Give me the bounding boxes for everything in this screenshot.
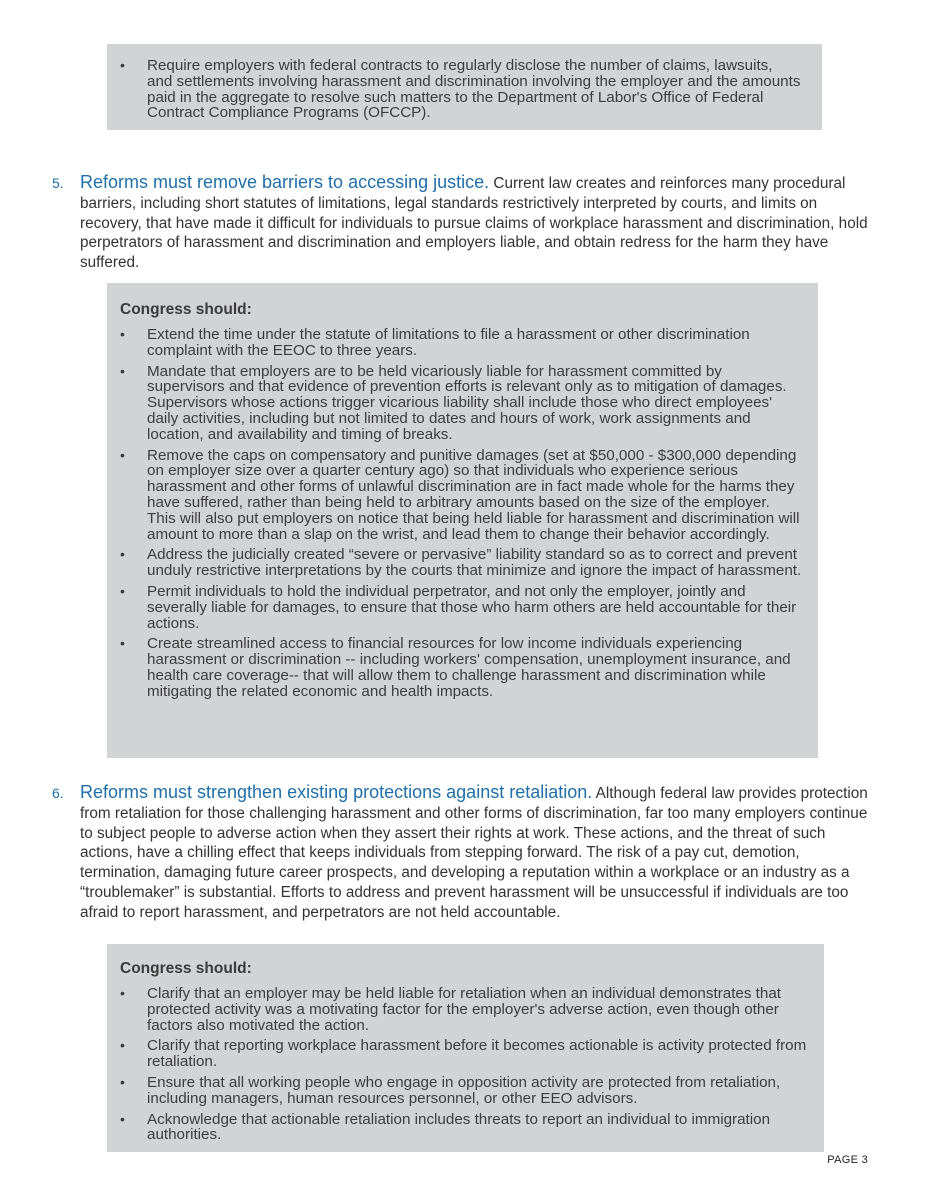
bullet-icon: • [120, 985, 125, 1001]
box-title: Congress should: [120, 960, 252, 977]
bullet-icon: • [120, 582, 125, 599]
bullet-icon: • [120, 57, 125, 73]
bullet-icon: • [120, 326, 125, 342]
bullet-icon: • [120, 1037, 125, 1054]
section-body: Current law creates and reinforces many procedural barriers, including short statutes of limitations, legal standards restrictively interpreted by courts, and limits on recovery, that have made it difficult for individuals to pursue claims of workplace harassment and discrimination, hold perpetrators of harassment and discrimination and employers liable, and obtain redress for the harm they have suffered. [80, 175, 868, 272]
recommendation-box-retaliation [107, 944, 824, 1152]
bullet-icon: • [120, 635, 125, 652]
list-item: • Permit individuals to hold the individual perpetrator, and not only the employer, jointly and severally liable for damages, to ensure that those who harm others are held accountable for their actions. [120, 582, 797, 632]
list-item: • Address the judicially created “severe or pervasive” liability standard so as to correct and prevent unduly restrictive interpretations by the courts that minimize and ignore the impact of harassment. [120, 546, 802, 580]
list-item: • Extend the time under the statute of limitations to file a harassment or other discrimination complaint with the EEOC to three years. [120, 326, 750, 359]
bullet-icon: • [120, 1110, 125, 1127]
bullet-icon: • [120, 546, 125, 563]
list-item: • Require employers with federal contracts to regularly disclose the number of claims, lawsuits, and settlements involving harassment and discrimination involving the employer and the amounts paid in the aggregate to resolve such matters to the Department of Labor's Office of Federal Contract Compliance Programs (OFCCP). [120, 57, 801, 122]
list-item: • Clarify that reporting workplace harassment before it becomes actionable is activity protected from retaliation. [120, 1037, 807, 1071]
section-number: 5. [52, 175, 64, 191]
recommendation-box-ofccp [107, 44, 822, 130]
list-item: • Acknowledge that actionable retaliation includes threats to report an individual to immigration authorities. [120, 1110, 771, 1144]
list-item: • Remove the caps on compensatory and punitive damages (set at $50,000 - $300,000 depending on employer size over a quarter century ago) so that individuals who experience serious harassment and other forms of unlawful discrimination are in fact made whole for the harms they have suffered, rather than being held to arbitrary amounts based on the size of the employer. This will also put employers on notice that being held liable for harassment and discrimination will amount to more than a slap on the wrist, and lead them to change their behavior accordingly. [120, 446, 800, 543]
box-title: Congress should: [120, 301, 252, 318]
bullet-icon: • [120, 446, 125, 463]
section-body: Although federal law provides protection from retaliation for those challenging harassment and other forms of discrimination, far too many employers continue to subject people to adverse action when they assert their rights at work. These actions, and the threat of such actions, have a chilling effect that keeps individuals from stepping forward. The risk of a pay cut, demotion, termination, damaging future career prospects, and developing a reputation within a workplace or an industry as a “troublemaker” is substantial. Efforts to address and prevent harassment will be unsuccessful if individuals are too afraid to report harassment, and perpetrators are not held accountable. [80, 785, 868, 921]
list-item: • Ensure that all working people who engage in opposition activity are protected from retaliation, including managers, human resources personnel, or other EEO advisors. [120, 1073, 781, 1107]
section-heading: Reforms must remove barriers to accessing justice. [80, 172, 490, 192]
section-heading: Reforms must strengthen existing protections against retaliation. [80, 782, 593, 802]
list-item: • Clarify that an employer may be held liable for retaliation when an individual demonstrates that protected activity was a motivating factor for the employer's adverse action, even though other factors also motivated the action. [120, 985, 782, 1034]
list-item: • Mandate that employers are to be held vicariously liable for harassment committed by supervisors and that evidence of prevention efforts is relevant only as to mitigation of damages. Supervisors whose actions trigger vicarious liability shall include those who direct employees' daily activities, including but not limited to dates and hours of work, work assignments and location, and availability and timing of breaks. [120, 362, 787, 443]
section-number: 6. [52, 785, 64, 801]
page-number: PAGE 3 [827, 1154, 868, 1166]
recommendation-box-access-justice [107, 283, 818, 758]
list-item: • Create streamlined access to financial resources for low income individuals experiencing harassment or discrimination -- including workers' compensation, unemployment insurance, and health care coverage-- that will allow them to challenge harassment and discrimination while mitigating the related economic and health impacts. [120, 635, 791, 700]
bullet-icon: • [120, 362, 125, 379]
bullet-icon: • [120, 1073, 125, 1090]
section-5 [52, 173, 872, 273]
section-6 [52, 783, 872, 923]
